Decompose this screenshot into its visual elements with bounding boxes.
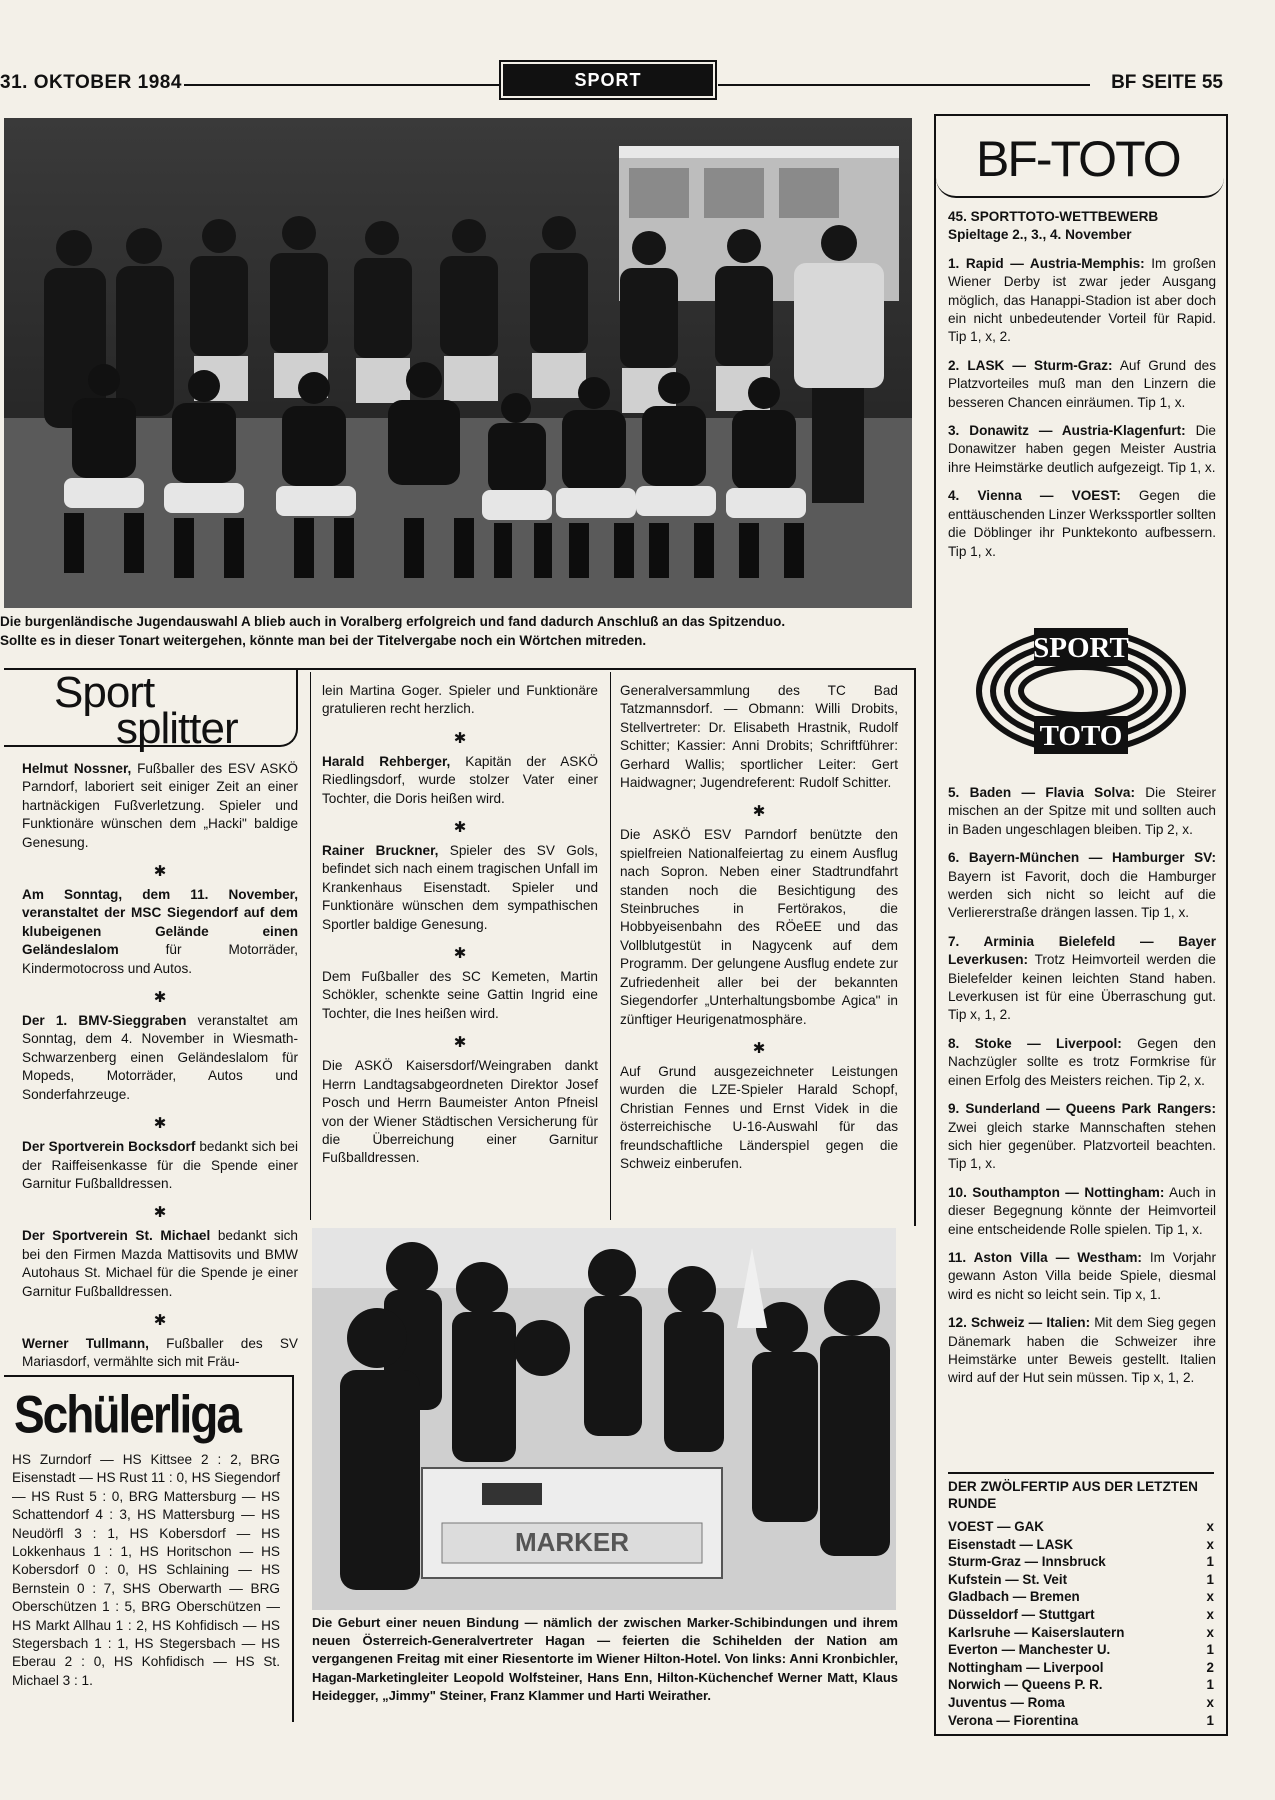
issue-date: 31. OKTOBER 1984 [0,72,182,93]
schuelerliga-text: HS Zurndorf — HS Kittsee 2 : 2, BRG Eisenstadt — HS Rust 11 : 0, HS Siegendorf — HS Rust 5 : 0, BRG Mattersburg — HS Schattendorf 4 : 3, HS Mattersburg — HS Neudörfl 3 : 1, HS Kobersdorf — HS Lokkenhaus 1 : 1, HS Horitschon — HS Kobersdorf 0 : 0, HS Schlaining — HS Bernstein 0 : 7, SHS Oberwarth — BRG Oberschützen 1 : 5, BRG Oberschützen — HS Markt Allhau 1 : 2, HS Kohfidisch — HS Stegersbach 1 : 1, HS Stegersbach — HS Eberau 2 : 0, HS Kohfidisch — HS St. Michael 3 : 1. [12,1452,280,1688]
toto-item: 6. Bayern-München — Hamburger SV: Bayern ist Favorit, doch die Hamburger werden sich nicht so leicht auf die Verliererstraße drängen lassen. Tip 1, x. [948,850,1216,921]
toto-column-top [948,208,1216,571]
result-row: Nottingham — Liverpool 2 [948,1659,1214,1675]
result-row: Düsseldorf — Stuttgart x [948,1606,1214,1622]
marker-photo-caption: Die Geburt einer neuen Bindung — nämlich der zwischen Marker-Schibindungen und ihrem neuen Österreich-Generalvertreter Hagan — feierten die Schihelden der Nation am vergangenen Freitag mit einer Riesentorte im Wiener Hilton-Hotel. Von links: Anni Kronbichler, Hagan-Marketingleiter Leopold Wolfsteiner, Hans Enn, Hilton-Küchenchef Werner Matt, Klaus Heidegger, „Jimmy" Steiner, Franz Klammer und Harti Weirather. [312,1615,898,1703]
splitter-item: Harald Rehberger, Kapitän der ASKÖ Riedlingsdorf, wurde stolzer Vater einer Tochter, die Doris heißen wird. [322,753,598,806]
toto-results-block [948,1472,1214,1729]
toto-dates: Spieltage 2., 3., 4. November [948,227,1132,243]
toto-title: BF-TOTO [976,131,1180,187]
splitter-item: Der Sportverein St. Michael bedankt sich bei den Firmen Mazda Mattisovits und BMW Autohaus St. Michael für die Spende je einer Garnitur Fußballdressen. [22,1228,298,1299]
asterisk-divider: ✱ [453,818,467,837]
asterisk-divider: ✱ [153,1310,167,1329]
result-row: Kufstein — St. Veit 1 [948,1571,1214,1587]
splitter-item: Die ASKÖ ESV Parndorf benützte den spielfreien Nationalfeiertag zu einem Ausflug nach Sopron. Neben einer Stadtrundfahrt standen noch die Besichtigung des Steinbruches in Fertörakos, die Hobbyeisenbahn des RÖeEE und das Vollblutgestüt in Nagycenk auf dem Programm. Der gelungene Ausflug endete zur Zufriedenheit aller bei der bekannten Siegendorfer „Unterhaltungsbombe Agica" in zünftiger Heurigenatmosphäre. [620,827,898,1027]
splitter-column-2 [322,682,598,1178]
splitter-item: Der Sportverein Bocksdorf bedankt sich bei der Raiffeisenkasse für die Spende einer Garnitur Fußballdressen. [22,1139,298,1191]
marker-event-photo [312,1228,896,1610]
toto-subtitle: 45. SPORTTOTO-WETTBEWERB [948,209,1159,224]
schuelerliga-results [12,1451,280,1700]
page-number: BF SEITE 55 [1111,72,1223,93]
splitter-item: lein Martina Goger. Spieler und Funktionäre gratulieren recht herzlich. [322,683,598,717]
asterisk-divider: ✱ [752,802,766,821]
result-row: VOEST — GAK x [948,1519,1214,1534]
splitter-item: Generalversammlung des TC Bad Tatzmannsdorf. — Obmann: Willi Drobits, Stellvertreter: Dr. Elisabeth Hrastnik, Rudolf Schitter; Kassier: Anni Drobits; Schriftführer: Gerhard Wallis; sportlicher Leiter: Gert Haidwagner; Jugendreferent: Rudolf Schitter. [620,683,898,791]
result-row: Karlsruhe — Kaiserslautern x [948,1624,1214,1640]
toto-title-box [936,116,1224,198]
result-row: Everton — Manchester U. 1 [948,1642,1214,1658]
toto-item: 4. Vienna — VOEST: Gegen die enttäuschenden Linzer Werkssportler sollten die Döblinger ihr Punktekonto aufbessern. Tip 1, x. [948,488,1216,559]
logo-sport-text: SPORT [1033,632,1129,664]
toto-results-title: DER ZWÖLFERTIP AUS DER LETZTEN RUNDE [948,1479,1198,1511]
result-row: Verona — Fiorentina 1 [948,1712,1214,1728]
marker-event-illustration [312,1228,896,1610]
result-row: Sturm-Graz — Innsbruck 1 [948,1554,1214,1570]
result-row: Norwich — Queens P. R. 1 [948,1677,1214,1693]
team-photo-caption-line-2: Sollte es in dieser Tonart weitergehen, könnte man bei der Titelvergabe noch ein Wörtchen mitreden. [0,633,647,648]
toto-column-bottom [948,784,1216,1398]
result-row: Gladbach — Bremen x [948,1589,1214,1605]
schuelerliga-box [4,1375,294,1722]
column-rule-1 [310,672,311,1220]
cake-lettering: MARKER [514,1527,630,1557]
team-photo [4,118,912,608]
toto-item: 10. Southampton — Nottingham: Auch in dieser Begegnung könnte der Heimvorteil eine entscheidende Rolle spielen. Tip 1, x. [948,1184,1216,1237]
toto-item: 7. Arminia Bielefeld — Bayer Leverkusen: Trotz Heimvorteil werden die Bielefelder keinen leichten Stand haben. Leverkusen ist für eine Überraschung gut. Tip x, 1, 2. [948,933,1216,1023]
team-photo-illustration [4,118,912,608]
toto-item: 1. Rapid — Austria-Memphis: Im großen Wiener Derby ist zwar jeder Ausgang möglich, das Hanappi-Stadion ist aber doch ein nicht unbedeutender Vorteil für Rapid. Tip 1, x, 2. [948,255,1216,345]
toto-item: 8. Stoke — Liverpool: Gegen den Nachzügler sollte es trotz Formkrise für einen Erfolg des Meisters reichen. Tip 2, x. [948,1035,1216,1088]
toto-item: 5. Baden — Flavia Solva: Die Steirer mischen an der Spitze mit und sollten auch in Baden ungeschlagen bleiben. Tip 2, x. [948,785,1216,837]
splitter-item: Rainer Bruckner, Spieler des SV Gols, befindet sich nach einem tragischen Unfall im Krankenhaus Eisenstadt. Spieler und Funktionäre wünschen dem sympathischen Sportler baldige Genesung. [322,843,599,932]
asterisk-divider: ✱ [453,728,467,747]
splitter-item: Auf Grund ausgezeichneter Leistungen wurden die LZE-Spieler Harald Schopf, Christian Fennes und Ernst Videk in die österreichische U-16-Auswahl für das freundschaftliche Länderspiel gegen die Schweiz einberufen. [620,1063,898,1171]
splitter-item: Dem Fußballer des SC Kemeten, Martin Schökler, schenkte seine Gattin Ingrid eine Tochter, die Ines heißen wird. [322,969,598,1021]
splitter-item: Der 1. BMV-Sieggraben veranstaltet am Sonntag, dem 4. November in Wiesmath-Schwarzenberg einen Geländeslalom für Mopeds, Motorräder, Autos und Sonderfahrzeuge. [22,1013,298,1102]
logo-toto-text: TOTO [1039,720,1123,752]
splitter-title-box [4,668,298,753]
result-row: Eisenstadt — LASK x [948,1536,1214,1552]
header-rule-right [718,84,1090,86]
splitter-column-1 [22,760,298,1382]
asterisk-divider: ✱ [153,862,167,881]
team-photo-caption-line-1: Die burgenländische Jugendauswahl A blieb auch in Voralberg erfolgreich und fand dadurch Anschluß an das Spitzenduo. [0,614,786,629]
team-photo-caption [0,612,915,650]
toto-results-table [948,1518,1214,1729]
schuelerliga-title: Schülerliga [14,1384,240,1444]
splitter-title-1: Sport [54,668,155,717]
column-rule-2 [610,672,611,1220]
header-rule-left [184,84,499,86]
splitter-column-3 [620,682,898,1183]
section-label: SPORT [503,64,713,96]
asterisk-divider: ✱ [752,1038,766,1057]
toto-item: 3. Donawitz — Austria-Klagenfurt: Die Donawitzer haben gegen Meister Austria ihre Heimstärke deutlich aufgezeigt. Tip 1, x. [948,423,1216,475]
splitter-item: Am Sonntag, dem 11. November, veranstaltet der MSC Siegendorf auf dem klubeigenen Gelände einen Geländeslalom für Motorräder, Kindermotocross und Autos. [22,887,298,976]
toto-item: 9. Sunderland — Queens Park Rangers: Zwei gleich starke Mannschaften stehen sich hier gegenüber. Platzvorteil beachten. Tip 1, x. [948,1101,1216,1172]
result-row: Juventus — Roma x [948,1694,1214,1710]
splitter-title-2: splitter [116,704,238,753]
asterisk-divider: ✱ [153,1203,167,1222]
splitter-item: Die ASKÖ Kaisersdorf/Weingraben dankt Herrn Landtagsabgeordneten Direktor Josef Posch und Herrn Baumeister Anton Pfneisl von der Wiener Städtischen Versicherung für die Überreichung einer Garnitur Fußballdressen. [322,1058,598,1166]
toto-item: 12. Schweiz — Italien: Mit dem Sieg gegen Dänemark haben die Schweizer ihre Heimstärke unter Beweis gestellt. Italien wird auf der Hut sein müssen. Tip x, 1, 2. [948,1315,1216,1386]
splitter-item: Helmut Nossner, Fußballer des ESV ASKÖ Parndorf, laboriert seit einiger Zeit an einer hartnäckigen Fußverletzung. Spieler und Funktionäre wünschen dem „Hacki" baldige Genesung. [22,761,298,850]
asterisk-divider: ✱ [153,988,167,1007]
asterisk-divider: ✱ [453,944,467,963]
toto-item: 11. Aston Villa — Westham: Im Vorjahr gewann Aston Villa beide Spiele, diesmal wird es nicht so leicht sein. Tip x, 1. [948,1249,1216,1302]
asterisk-divider: ✱ [453,1033,467,1052]
toto-sidebar [934,114,1228,1736]
splitter-item: Werner Tullmann, Fußballer des SV Mariasdorf, vermählte sich mit Fräu- [22,1335,298,1370]
sport-toto-logo [974,626,1188,756]
toto-item: 2. LASK — Sturm-Graz: Auf Grund des Platzvorteiles muß man den Linzern die besseren Chancen einräumen. Tip 1, x. [948,357,1216,410]
asterisk-divider: ✱ [153,1114,167,1133]
